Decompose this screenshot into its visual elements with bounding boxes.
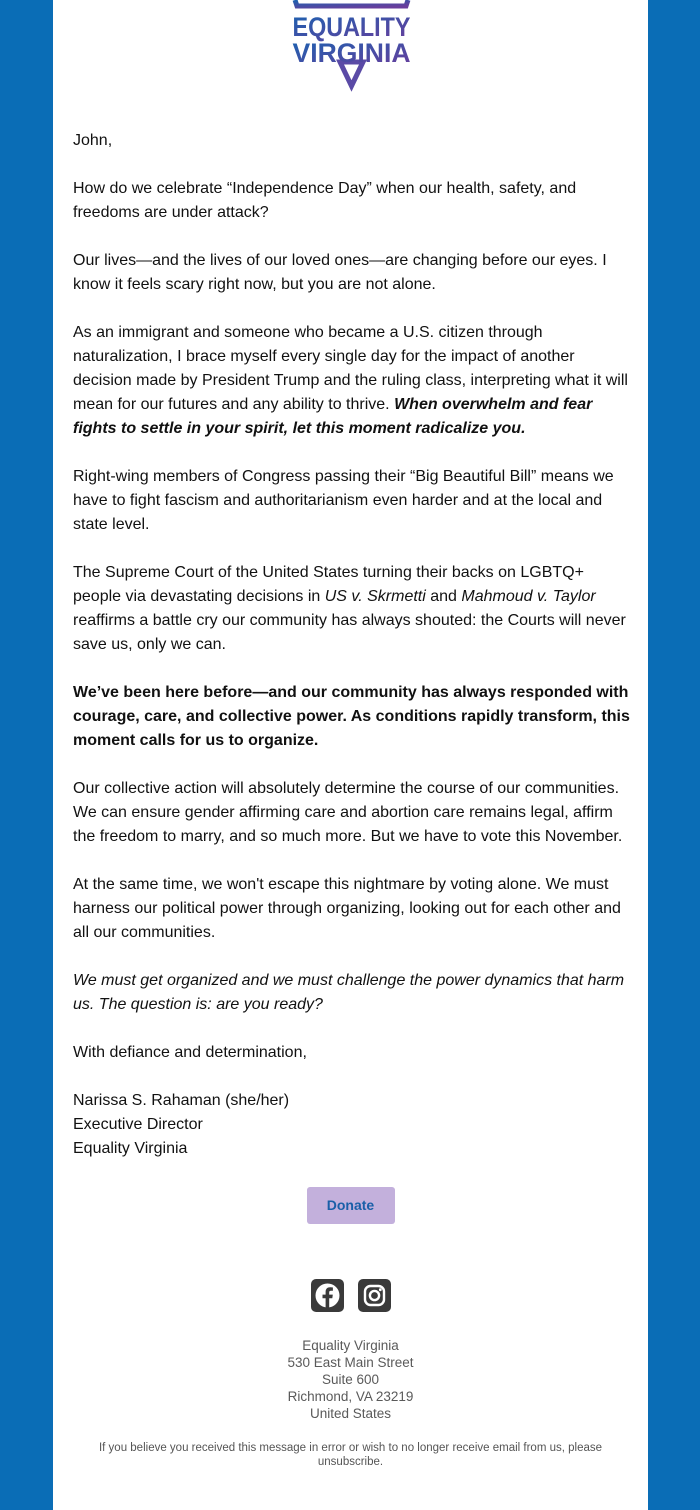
- equality-virginia-logo: [290, 0, 413, 88]
- svg-text:VIRGINIA: VIRGINIA: [292, 38, 411, 68]
- case-mahmoud: Mahmoud v. Taylor: [461, 588, 596, 605]
- donate-row: [53, 1187, 648, 1224]
- paragraph-5-text-b: reaffirms a battle cry our community has always shouted: the Courts will never save us, only we can.: [73, 612, 626, 653]
- address-city: Richmond, VA 23219: [287, 1389, 414, 1404]
- social-links: [53, 1279, 648, 1312]
- instagram-icon[interactable]: [358, 1279, 391, 1312]
- paragraph-5-text-a: The Supreme Court of the United States turning their backs on LGBTQ+ people via devastating decisions in: [73, 564, 584, 605]
- paragraph-3-emphasis: When overwhelm and fear fights to settle in your spirit, let this moment radicalize you.: [73, 396, 593, 437]
- case-skrmetti: US v. Skrmetti: [324, 588, 426, 605]
- facebook-icon[interactable]: [311, 1279, 344, 1312]
- donate-button[interactable]: Donate: [307, 1187, 395, 1224]
- paragraph-8: At the same time, we won't escape this nightmare by voting alone. We must harness our political power through organizing, looking out for each other and all our communities.: [73, 876, 621, 941]
- paragraph-5: [73, 561, 633, 657]
- paragraph-6-bold: We’ve been here before—and our community has always responded with courage, care, and collective power. As conditions rapidly transform, this moment calls for us to organize.: [73, 684, 630, 749]
- address-org: Equality Virginia: [302, 1338, 399, 1353]
- paragraph-3: [73, 321, 633, 441]
- paragraph-1: How do we celebrate “Independence Day” when our health, safety, and freedoms are under attack?: [73, 180, 577, 221]
- address-street: 530 East Main Street: [287, 1355, 414, 1370]
- email-body: [53, 0, 648, 1510]
- signoff: With defiance and determination,: [73, 1044, 307, 1061]
- paragraph-9-italic: We must get organized and we must challenge the power dynamics that harm us. The question is: are you ready?: [73, 972, 625, 1013]
- signature-title: Executive Director: [73, 1116, 203, 1133]
- address-suite: Suite 600: [321, 1372, 380, 1387]
- letter-body: [73, 129, 633, 1161]
- svg-text:EQUALITY: EQUALITY: [292, 12, 411, 42]
- paragraph-4: Right-wing members of Congress passing their “Big Beautiful Bill” means we have to fight fascism and authoritarianism even harder and at the local and state level.: [73, 468, 614, 533]
- paragraph-6: [73, 681, 633, 753]
- signature-org: Equality Virginia: [73, 1140, 188, 1157]
- mailing-address: [53, 1337, 648, 1422]
- paragraph-2: Our lives—and the lives of our loved ones—are changing before our eyes. I know it feels scary right now, but you are not alone.: [73, 252, 607, 293]
- paragraph-9: [73, 969, 633, 1017]
- paragraph-7: Our collective action will absolutely determine the course of our communities. We can ensure gender affirming care and abortion care remains legal, affirm the freedom to marry, and so much more. But we have to vote this November.: [73, 780, 623, 845]
- paragraph-5-and: and: [430, 588, 457, 605]
- greeting: John,: [73, 132, 113, 149]
- signature-name: Narissa S. Rahaman (she/her): [73, 1092, 290, 1109]
- unsubscribe-note[interactable]: If you believe you received this message in error or wish to no longer receive email from us, please unsubscribe.: [98, 1442, 603, 1468]
- paragraph-3-text: As an immigrant and someone who became a U.S. citizen through naturalization, I brace myself every single day for the impact of another decision made by President Trump and the ruling class, interpreting what it will mean for our futures and any ability to thrive.: [73, 324, 628, 413]
- address-country: United States: [309, 1406, 392, 1421]
